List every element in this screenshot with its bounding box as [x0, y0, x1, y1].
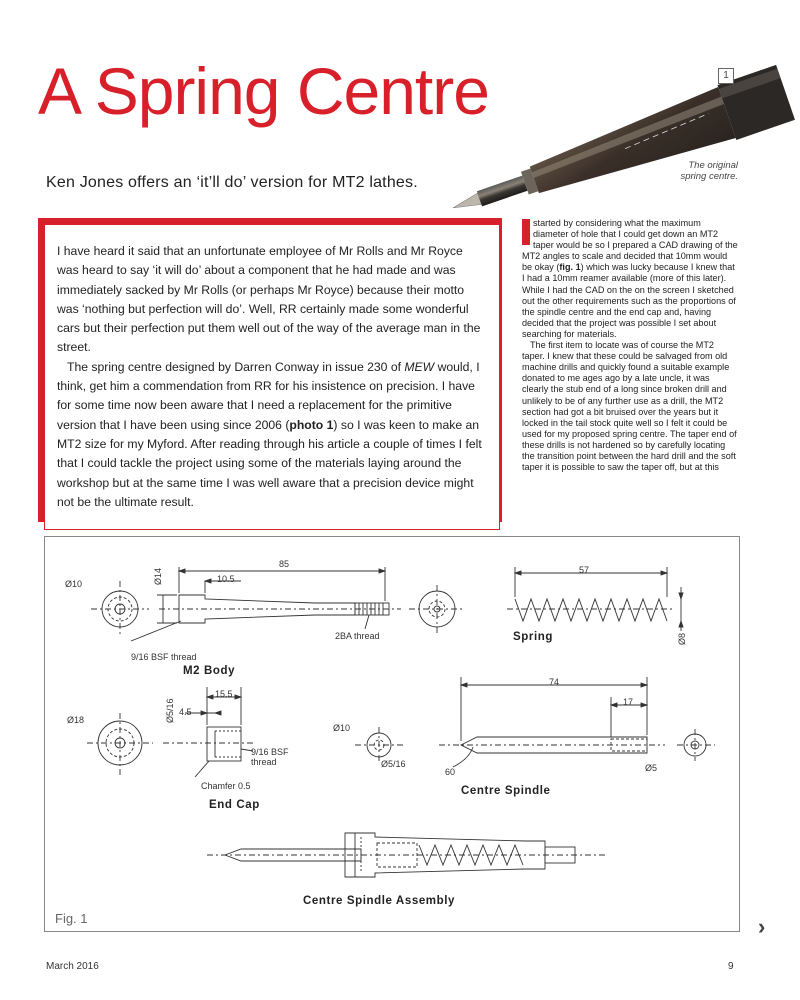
spring-drawing — [507, 567, 683, 631]
photo-reference: photo 1 — [289, 417, 334, 432]
figure-reference: fig. 1 — [559, 262, 581, 273]
assembly-drawing — [207, 833, 605, 877]
dim-cap-dia-18: Ø18 — [67, 715, 85, 725]
article-title: A Spring Centre — [38, 54, 489, 128]
magazine-name: MEW — [404, 359, 435, 374]
dim-body-dia-14: Ø14 — [153, 567, 163, 585]
intro-box — [44, 224, 500, 530]
dim-spring-length: 57 — [579, 565, 590, 575]
dim-spindle-bore: 17 — [623, 697, 634, 707]
intro-paragraph-1: I have heard it said that an unfortunate employee of Mr Rolls and Mr Royce was heard to say ‘it will do’ about a component that he had made and was immediately sacked by Mr Rolls (or perhaps Mr Royce) because their motto was ‘nothing but perfection will do’. Well, RR certainly made some wonderful cars but their perfection put them well out of the way of the average man in the street. — [57, 244, 481, 355]
centre-spindle-drawing — [355, 677, 715, 767]
title-m2-body: M2 Body — [183, 665, 236, 677]
dim-spindle-dia-5: Ø5 — [645, 763, 658, 773]
title-centre-spindle: Centre Spindle — [461, 785, 551, 797]
dim-spindle-dia-516: Ø5/16 — [381, 759, 406, 769]
photo-spring-centre — [415, 60, 795, 235]
m2-body-end-view — [91, 581, 149, 637]
technical-drawing — [45, 537, 741, 933]
intro-paragraph-2: The spring centre designed by Darren Conway in issue 230 of MEW would, I think, get him a commendation from RR for his insistence on precision. I have for some time now been aware that I need a replacement for the primitive version that I have been using since 2006 (photo 1) so I was keen to make an MT2 size for my Myford. After reading through his article a couple of times I felt that I could tackle the project using some of the materials laying around the workshop but at the same time I was well aware that a precision device might not be the ultimate result. — [57, 359, 482, 509]
dim-cap-length: 15.5 — [215, 689, 233, 699]
photo-number: 1 — [718, 68, 734, 84]
footer-date: March 2016 — [46, 961, 99, 972]
body-paragraph-1: started by considering what the maximum diameter of hole that I could get down an MT2 taper would be so I prepared a CAD drawing of the MT2 angles to scale and decided that 10mm would be okay (fig. 1) which was lucky because I knew that I had a 10mm reamer available (more of this later). While I had the CAD on the on the screen I sketched out the other requirements such as the proportions of the spindle centre and the end cap and, having decided that the project was possible I set about searching for materials. — [522, 218, 738, 339]
figure-1-drawing — [44, 536, 740, 932]
continue-arrow-icon: › — [758, 914, 766, 939]
standfirst: Ken Jones offers an ‘it’ll do’ version for MT2 lathes. — [46, 174, 418, 191]
title-assembly: Centre Spindle Assembly — [303, 895, 456, 907]
body-column — [522, 218, 738, 528]
dim-body-2ba-thread: 2BA thread — [335, 631, 380, 641]
caption-line-1: The original — [688, 160, 738, 171]
caption-line-2: spring centre. — [680, 171, 738, 182]
dim-cap-chamfer: Chamfer 0.5 — [201, 781, 251, 791]
dim-body-bsf-thread: 9/16 BSF thread — [131, 652, 197, 662]
dim-cap-dia-516: Ø5/16 — [165, 698, 175, 723]
figure-label: Fig. 1 — [55, 911, 88, 926]
dim-spindle-angle: 60 — [445, 767, 456, 777]
dim-cap-depth: 4.5 — [179, 707, 192, 717]
drop-cap — [522, 219, 530, 245]
dim-spindle-length: 74 — [549, 677, 560, 687]
title-spring: Spring — [513, 631, 554, 643]
m2-body-side-view — [131, 567, 465, 641]
photo-caption — [640, 160, 738, 182]
dim-spindle-dia-10: Ø10 — [333, 723, 351, 733]
dim-body-length: 85 — [279, 559, 290, 569]
dim-body-step: 10.5 — [217, 574, 235, 584]
body-paragraph-2: The first item to locate was of course the MT2 taper. I knew that these could be salvaged from old machine drills and quickly found a suitable example donated to me ages ago by a late uncle, it was clearly the stub end of a long since broken drill and unlikely to be of any further use as a drill, the MT2 section had got a bit bruised over the years but it locked in the tail stock quite well so I felt it could be used for my proposed spring centre. The taper end of these drills is not hardened so by carefully locating the transition point between the hard drill and the soft taper it is possible to saw the taper off, but at this — [522, 340, 737, 473]
dim-spring-dia: Ø8 — [677, 632, 687, 645]
dim-body-dia-10: Ø10 — [65, 579, 83, 589]
dim-cap-thread-line-1: 9/16 BSF — [251, 747, 289, 757]
page-number: 9 — [728, 961, 734, 972]
title-end-cap: End Cap — [209, 799, 260, 811]
dim-cap-thread-line-2: thread — [251, 757, 277, 767]
